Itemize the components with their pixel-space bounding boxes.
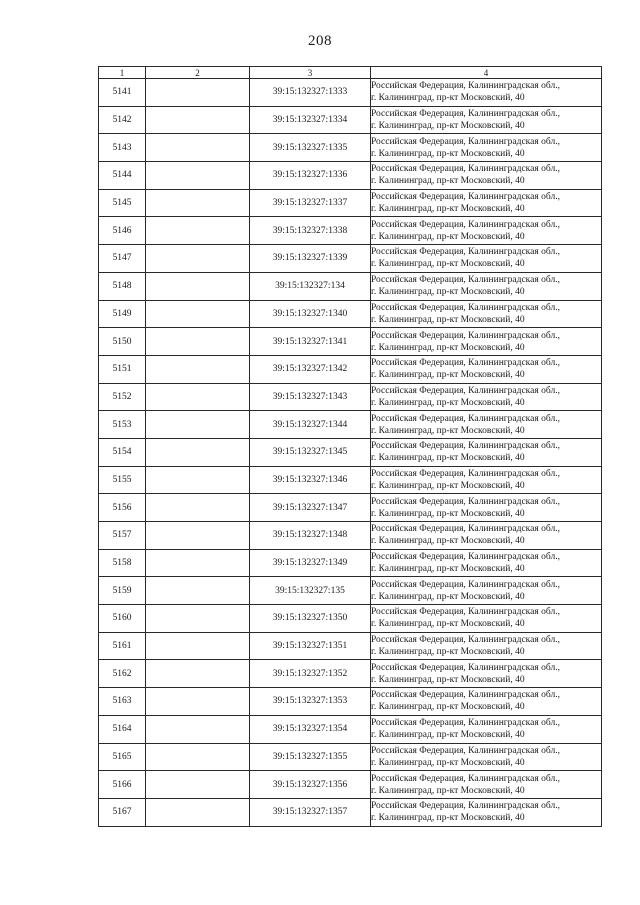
address-line-1: Российская Федерация, Калининградская обл., <box>371 773 560 784</box>
empty-cell <box>146 632 250 660</box>
table-row <box>99 411 602 439</box>
cadastral-number-cell: 39:15:132327:1335 <box>250 134 371 162</box>
address-line-2: г. Калининград, пр-кт Московский, 40 <box>371 536 525 547</box>
cadastral-number-cell: 39:15:132327:1345 <box>250 438 371 466</box>
cadastral-number-cell: 39:15:132327:134 <box>250 272 371 300</box>
empty-cell <box>146 605 250 633</box>
address-line-1: Российская Федерация, Калининградская обл., <box>371 635 560 646</box>
address-line-1: Российская Федерация, Калининградская обл., <box>371 275 560 286</box>
address-line-2: г. Калининград, пр-кт Московский, 40 <box>371 314 525 325</box>
cadastral-number-cell: 39:15:132327:1339 <box>250 245 371 273</box>
address-line-1: Российская Федерация, Калининградская обл., <box>371 441 560 452</box>
empty-cell <box>146 328 250 356</box>
row-number-cell: 5167 <box>99 798 146 826</box>
row-number-cell: 5143 <box>99 134 146 162</box>
address-line-2: г. Калининград, пр-кт Московский, 40 <box>371 204 525 215</box>
address-line-2: г. Калининград, пр-кт Московский, 40 <box>371 564 525 575</box>
address-cell <box>371 383 602 411</box>
address-line-1: Российская Федерация, Калининградская обл., <box>371 219 560 230</box>
cadastral-number-cell: 39:15:132327:135 <box>250 577 371 605</box>
address-cell <box>371 577 602 605</box>
address-line-1: Российская Федерация, Калининградская обл., <box>371 468 560 479</box>
table-row <box>99 632 602 660</box>
empty-cell <box>146 494 250 522</box>
address-cell <box>371 688 602 716</box>
address-line-2: г. Калининград, пр-кт Московский, 40 <box>371 148 525 159</box>
address-line-1: Российская Федерация, Калининградская обл., <box>371 413 560 424</box>
cadastral-number-cell: 39:15:132327:1348 <box>250 522 371 550</box>
cadastral-number-cell: 39:15:132327:1347 <box>250 494 371 522</box>
cadastral-number-cell: 39:15:132327:1352 <box>250 660 371 688</box>
cadastral-number-cell: 39:15:132327:1353 <box>250 688 371 716</box>
empty-cell <box>146 245 250 273</box>
address-line-1: Российская Федерация, Калининградская обл., <box>371 496 560 507</box>
address-line-1: Российская Федерация, Калининградская обл., <box>371 81 560 92</box>
address-cell <box>371 494 602 522</box>
address-line-1: Российская Федерация, Калининградская обл., <box>371 385 560 396</box>
column-header-row <box>99 67 602 79</box>
address-cell <box>371 466 602 494</box>
row-number-cell: 5148 <box>99 272 146 300</box>
address-cell <box>371 798 602 826</box>
cadastral-number-cell: 39:15:132327:1336 <box>250 162 371 190</box>
address-line-2: г. Калининград, пр-кт Московский, 40 <box>371 674 525 685</box>
row-number-cell: 5141 <box>99 79 146 107</box>
address-line-2: г. Калининград, пр-кт Московский, 40 <box>371 259 525 270</box>
row-number-cell: 5160 <box>99 605 146 633</box>
table-row <box>99 605 602 633</box>
table-row <box>99 106 602 134</box>
address-cell <box>371 328 602 356</box>
cadastral-number-cell: 39:15:132327:1355 <box>250 743 371 771</box>
row-number-cell: 5146 <box>99 217 146 245</box>
address-line-2: г. Калининград, пр-кт Московский, 40 <box>371 785 525 796</box>
address-line-2: г. Калининград, пр-кт Московский, 40 <box>371 508 525 519</box>
table-row <box>99 688 602 716</box>
cadastral-number-cell: 39:15:132327:1334 <box>250 106 371 134</box>
address-cell <box>371 771 602 799</box>
address-line-1: Российская Федерация, Калининградская обл., <box>371 330 560 341</box>
address-line-2: г. Калининград, пр-кт Московский, 40 <box>371 702 525 713</box>
empty-cell <box>146 688 250 716</box>
row-number-cell: 5152 <box>99 383 146 411</box>
row-number-cell: 5155 <box>99 466 146 494</box>
address-line-1: Российская Федерация, Калининградская обл., <box>371 552 560 563</box>
table-row <box>99 300 602 328</box>
address-cell <box>371 217 602 245</box>
address-line-1: Российская Федерация, Калининградская обл., <box>371 524 560 535</box>
address-cell <box>371 245 602 273</box>
row-number-cell: 5166 <box>99 771 146 799</box>
row-number-cell: 5149 <box>99 300 146 328</box>
address-line-2: г. Калининград, пр-кт Московский, 40 <box>371 647 525 658</box>
empty-cell <box>146 79 250 107</box>
table-row <box>99 577 602 605</box>
empty-cell <box>146 715 250 743</box>
address-cell <box>371 189 602 217</box>
empty-cell <box>146 189 250 217</box>
address-cell <box>371 355 602 383</box>
address-cell <box>371 660 602 688</box>
empty-cell <box>146 383 250 411</box>
row-number-cell: 5165 <box>99 743 146 771</box>
address-cell <box>371 106 602 134</box>
empty-cell <box>146 660 250 688</box>
address-line-2: г. Калининград, пр-кт Московский, 40 <box>371 231 525 242</box>
table-row <box>99 355 602 383</box>
address-line-1: Российская Федерация, Калининградская обл., <box>371 109 560 120</box>
address-line-2: г. Калининград, пр-кт Московский, 40 <box>371 453 525 464</box>
address-cell <box>371 632 602 660</box>
address-cell <box>371 605 602 633</box>
row-number-cell: 5153 <box>99 411 146 439</box>
address-line-2: г. Калининград, пр-кт Московский, 40 <box>371 287 525 298</box>
empty-cell <box>146 411 250 439</box>
cadastral-number-cell: 39:15:132327:1357 <box>250 798 371 826</box>
empty-cell <box>146 798 250 826</box>
address-line-2: г. Калининград, пр-кт Московский, 40 <box>371 121 525 132</box>
address-cell <box>371 549 602 577</box>
table-row <box>99 79 602 107</box>
address-cell <box>371 522 602 550</box>
empty-cell <box>146 355 250 383</box>
table-row <box>99 245 602 273</box>
address-line-1: Российская Федерация, Калининградская обл., <box>371 192 560 203</box>
cadastral-number-cell: 39:15:132327:1350 <box>250 605 371 633</box>
address-line-2: г. Калининград, пр-кт Московский, 40 <box>371 397 525 408</box>
address-line-2: г. Калининград, пр-кт Московский, 40 <box>371 757 525 768</box>
page-number: 208 <box>308 33 332 49</box>
empty-cell <box>146 106 250 134</box>
address-line-1: Российская Федерация, Калининградская обл., <box>371 358 560 369</box>
empty-cell <box>146 577 250 605</box>
table-row <box>99 798 602 826</box>
address-line-1: Российская Федерация, Калининградская обл., <box>371 247 560 258</box>
address-cell <box>371 162 602 190</box>
row-number-cell: 5154 <box>99 438 146 466</box>
row-number-cell: 5157 <box>99 522 146 550</box>
row-number-cell: 5156 <box>99 494 146 522</box>
row-number-cell: 5145 <box>99 189 146 217</box>
row-number-cell: 5164 <box>99 715 146 743</box>
row-number-cell: 5161 <box>99 632 146 660</box>
row-number-cell: 5163 <box>99 688 146 716</box>
cadastral-number-cell: 39:15:132327:1346 <box>250 466 371 494</box>
cadastral-number-cell: 39:15:132327:1342 <box>250 355 371 383</box>
empty-cell <box>146 771 250 799</box>
cadastral-number-cell: 39:15:132327:1356 <box>250 771 371 799</box>
table-row <box>99 771 602 799</box>
cadastral-number-cell: 39:15:132327:1351 <box>250 632 371 660</box>
cadastral-number-cell: 39:15:132327:1338 <box>250 217 371 245</box>
table-row <box>99 466 602 494</box>
address-line-2: г. Калининград, пр-кт Московский, 40 <box>371 813 525 824</box>
address-line-1: Российская Федерация, Калининградская обл., <box>371 607 560 618</box>
row-number-cell: 5147 <box>99 245 146 273</box>
table-row <box>99 549 602 577</box>
row-number-cell: 5162 <box>99 660 146 688</box>
column-header-3: 3 <box>250 67 371 79</box>
empty-cell <box>146 549 250 577</box>
table-row <box>99 189 602 217</box>
address-line-1: Российская Федерация, Калининградская обл., <box>371 690 560 701</box>
address-line-1: Российская Федерация, Калининградская обл., <box>371 745 560 756</box>
address-line-1: Российская Федерация, Калининградская обл., <box>371 302 560 313</box>
address-cell <box>371 134 602 162</box>
column-header-4: 4 <box>371 67 602 79</box>
table-row <box>99 162 602 190</box>
empty-cell <box>146 162 250 190</box>
column-header-1: 1 <box>99 67 146 79</box>
address-line-2: г. Калининград, пр-кт Московский, 40 <box>371 93 525 104</box>
row-number-cell: 5150 <box>99 328 146 356</box>
address-cell <box>371 300 602 328</box>
empty-cell <box>146 743 250 771</box>
empty-cell <box>146 300 250 328</box>
table-row <box>99 217 602 245</box>
row-number-cell: 5159 <box>99 577 146 605</box>
cadastral-number-cell: 39:15:132327:1341 <box>250 328 371 356</box>
table-row <box>99 660 602 688</box>
address-line-1: Российская Федерация, Калининградская обл., <box>371 579 560 590</box>
cadastral-number-cell: 39:15:132327:1343 <box>250 383 371 411</box>
address-line-2: г. Калининград, пр-кт Московский, 40 <box>371 591 525 602</box>
address-line-2: г. Калининград, пр-кт Московский, 40 <box>371 730 525 741</box>
row-number-cell: 5158 <box>99 549 146 577</box>
table-row <box>99 494 602 522</box>
empty-cell <box>146 134 250 162</box>
address-line-1: Российская Федерация, Калининградская обл., <box>371 718 560 729</box>
address-cell <box>371 438 602 466</box>
address-cell <box>371 272 602 300</box>
empty-cell <box>146 466 250 494</box>
address-line-2: г. Калининград, пр-кт Московский, 40 <box>371 425 525 436</box>
address-line-2: г. Калининград, пр-кт Московский, 40 <box>371 619 525 630</box>
table-row <box>99 715 602 743</box>
address-cell <box>371 79 602 107</box>
cadastral-number-cell: 39:15:132327:1340 <box>250 300 371 328</box>
cadastral-number-cell: 39:15:132327:1354 <box>250 715 371 743</box>
cadastral-number-cell: 39:15:132327:1333 <box>250 79 371 107</box>
empty-cell <box>146 272 250 300</box>
table-row <box>99 743 602 771</box>
table-row <box>99 134 602 162</box>
address-cell <box>371 743 602 771</box>
address-line-2: г. Калининград, пр-кт Московский, 40 <box>371 342 525 353</box>
table-body <box>99 79 602 827</box>
row-number-cell: 5144 <box>99 162 146 190</box>
address-line-1: Российская Федерация, Калининградская обл., <box>371 801 560 812</box>
address-cell <box>371 411 602 439</box>
table-row <box>99 383 602 411</box>
empty-cell <box>146 522 250 550</box>
cadastral-number-cell: 39:15:132327:1344 <box>250 411 371 439</box>
table-row <box>99 328 602 356</box>
address-line-2: г. Калининград, пр-кт Московский, 40 <box>371 176 525 187</box>
empty-cell <box>146 438 250 466</box>
table-row <box>99 438 602 466</box>
address-cell <box>371 715 602 743</box>
row-number-cell: 5142 <box>99 106 146 134</box>
address-line-1: Российская Федерация, Калининградская обл., <box>371 164 560 175</box>
table-row <box>99 522 602 550</box>
property-register-table <box>98 66 602 827</box>
column-header-2: 2 <box>146 67 250 79</box>
address-line-1: Российская Федерация, Калининградская обл., <box>371 662 560 673</box>
cadastral-number-cell: 39:15:132327:1337 <box>250 189 371 217</box>
cadastral-number-cell: 39:15:132327:1349 <box>250 549 371 577</box>
address-line-2: г. Калининград, пр-кт Московский, 40 <box>371 480 525 491</box>
table-row <box>99 272 602 300</box>
row-number-cell: 5151 <box>99 355 146 383</box>
address-line-1: Российская Федерация, Калининградская обл., <box>371 136 560 147</box>
empty-cell <box>146 217 250 245</box>
address-line-2: г. Калининград, пр-кт Московский, 40 <box>371 370 525 381</box>
